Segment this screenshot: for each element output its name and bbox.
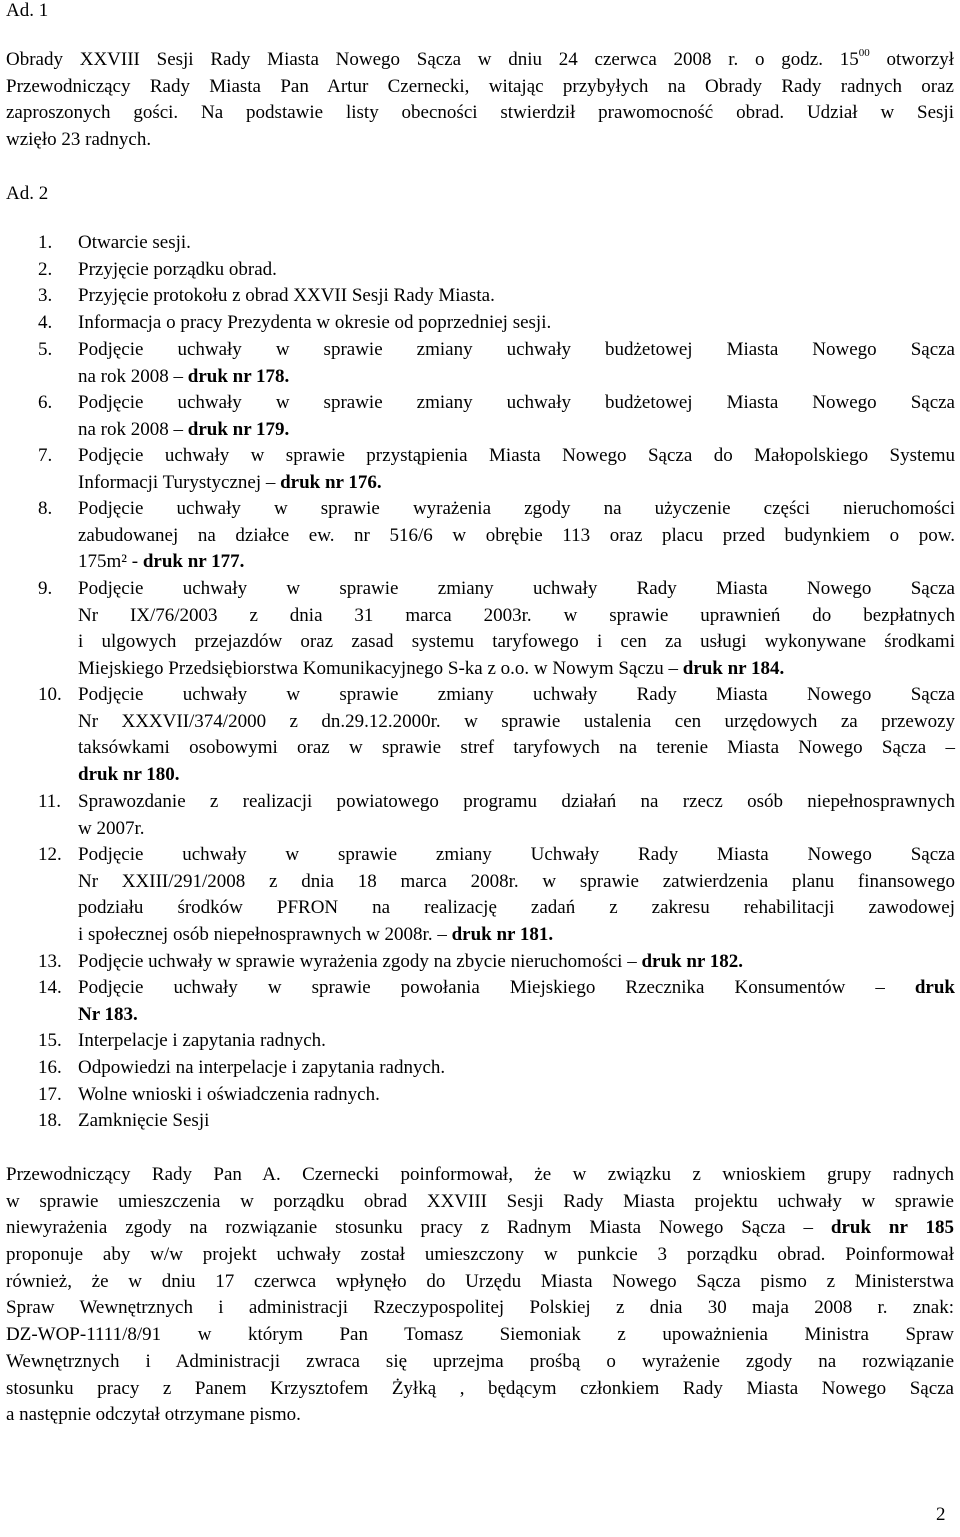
line-text: DZ-WOP-1111/8/91 w którym Pan Tomasz Siemoniak z upoważnienia Ministra Spraw [6,1324,954,1345]
line-text: Nr XXIII/291/2008 z dnia 18 marca 2008r. w sprawie zatwierdzenia planu finansowego [78,870,955,892]
line-text: podziału środków PFRON na realizację zadań z zakresu rehabilitacji zawodowej [78,897,955,918]
line-text: Podjęcie uchwały w sprawie przystąpienia Miasta Nowego Sącza do Małopolskiego Systemu [78,445,955,466]
closing-line [6,1376,954,1403]
closing-line [6,1215,954,1242]
closing-line [6,1295,954,1322]
agenda-item-number: 3. [38,285,53,306]
closing-line [6,1322,954,1349]
agenda-item-number: 7. [38,445,53,466]
line-text: Otwarcie sesji. [78,232,191,253]
agenda-item-number: 12. [38,844,62,865]
druk-reference: druk nr 177. [142,551,245,572]
intro-line-2: Przewodniczący Rady Miasta Pan Artur Czernecki, witając przybyłych na Obrady Rady radnych oraz [6,76,954,97]
line-text: Wewnętrznych i Administracji zwraca się uprzejma prośbą o wyrażenie zgody na rozwiązanie [6,1351,954,1372]
agenda-item-line [78,230,955,257]
agenda-item-number: 9. [38,578,53,599]
line-text: proponuje aby w/w projekt uchwały został umieszczony w punkcie 3 porządku obrad. Poinformował [6,1244,954,1265]
line-text: Podjęcie uchwały w sprawie wyrażenia zgody na użyczenie części nieruchomości [78,498,955,519]
agenda-item-line [78,549,955,576]
line-text: stosunku pracy z Panem Krzysztofem Żyłką , będącym członkiem Rady Miasta Nowego Sącza [6,1378,954,1399]
line-text: Miejskiego Przedsiębiorstwa Komunikacyjnego S-ka z o.o. w Nowym Sączu – [78,657,683,679]
closing-line [6,1242,954,1269]
line-text: Wolne wnioski i oświadczenia radnych. [78,1084,380,1105]
agenda-item-line [78,816,955,843]
line-text: Sprawozdanie z realizacji powiatowego programu działań na rzecz osób niepełnosprawnych [78,791,955,812]
agenda-item-line [78,523,955,550]
line-text: Nr XXXVII/374/2000 z dn.29.12.2000r. w sprawie ustalenia cen urzędowych za przewozy [78,710,955,732]
agenda-item-text [78,682,955,788]
agenda-item-line [78,364,955,391]
druk-reference: druk nr 179. [187,418,290,440]
agenda-item-number: 5. [38,339,53,360]
line-text: Przyjęcie protokołu z obrad XXVII Sesji Rady Miasta. [78,285,495,306]
agenda-item-line [78,789,955,816]
agenda-item-text [78,1028,955,1055]
agenda-item-line [78,656,955,683]
closing-line [6,1189,954,1216]
agenda-item-line [78,762,955,789]
agenda-item-text [78,337,955,390]
line-text: Podjęcie uchwały w sprawie zmiany uchwały Rady Miasta Nowego Sącza [78,684,955,705]
intro-line-3: zaproszonych gości. Na podstawie listy obecności stwierdził prawomocność obrad. Udział w Sesji [6,102,954,123]
druk-reference: druk nr 176. [280,471,382,493]
druk-reference: druk nr 180. [78,763,180,785]
closing-line [6,1162,954,1189]
agenda-item-number: 11. [38,791,62,812]
agenda-item-line [78,735,955,762]
line-text: Podjęcie uchwały w sprawie zmiany uchwały budżetowej Miasta Nowego Sącza [78,392,955,413]
line-text: Interpelacje i zapytania radnych. [78,1030,326,1051]
line-text: Podjęcie uchwały w sprawie zmiany Uchwały Rady Miasta Nowego Sącza [78,844,955,865]
agenda-item-line [78,709,955,736]
line-text: w sprawie umieszczenia w porządku obrad XXVIII Sesji Rady Miasta projektu uchwały w sprawie [6,1191,954,1212]
agenda-item-line [78,1108,955,1135]
agenda-item-line [78,975,955,1002]
agenda-item-line [78,390,955,417]
agenda-item-text [78,842,955,948]
line-text: na rok 2008 – [78,365,188,387]
line-text: w 2007r. [78,817,145,839]
agenda-item-line [78,417,955,444]
agenda-item-number: 10. [38,684,62,705]
agenda-item-text [78,1082,955,1109]
agenda-item-number: 2. [38,259,53,280]
agenda-item-line [78,682,955,709]
agenda-item-text [78,496,955,576]
agenda-item-line [78,283,955,310]
agenda-item-text [78,949,955,976]
agenda-item-line [78,842,955,869]
agenda-item-text [78,390,955,443]
agenda-item-number: 6. [38,392,53,413]
druk-reference: druk nr 185 [830,1217,954,1238]
agenda-item-text [78,257,955,284]
line-text: Podjęcie uchwały w sprawie zmiany uchwały budżetowej Miasta Nowego Sącza [78,339,955,360]
intro-line-1-text: Obrady XXVIII Sesji Rady Miasta Nowego Sącza w dniu 24 czerwca 2008 r. o godz. 15 [6,49,859,70]
agenda-item-line [78,949,955,976]
agenda-item-line [78,470,955,497]
line-text: na rok 2008 – [78,418,188,440]
ad2-heading: Ad. 2 [6,183,49,204]
agenda-item-text [78,975,955,1028]
line-text: zabudowanej na działce ew. nr 516/6 w obrębie 113 oraz placu przed budynkiem o pow. [78,524,955,546]
line-text: Informacji Turystycznej – [78,471,281,493]
druk-reference: Nr 183. [78,1003,138,1025]
intro-line-4: wzięło 23 radnych. [6,129,152,150]
agenda-item-line [78,922,955,949]
agenda-item-number: 17. [38,1084,62,1105]
agenda-item-number: 1. [38,232,53,253]
agenda-item-line [78,496,955,523]
line-text: Podjęcie uchwały w sprawie powołania Miejskiego Rzecznika Konsumentów – [78,977,915,998]
line-text: Odpowiedzi na interpelacje i zapytania radnych. [78,1057,446,1078]
line-text: a następnie odczytał otrzymane pismo. [6,1404,301,1425]
line-text: Podjęcie uchwały w sprawie zmiany uchwały Rady Miasta Nowego Sącza [78,578,955,599]
line-text: niewyrażenia zgody na rozwiązanie stosunku pracy z Radnym Miasta Nowego Sącza – [6,1217,831,1238]
line-text: i ulgowych przejazdów oraz zasad systemu taryfowego i cen za usługi wykonywane środkami [78,631,955,652]
closing-line [6,1402,954,1429]
agenda-item-number: 4. [38,312,53,333]
agenda-item-line [78,443,955,470]
agenda-item-number: 18. [38,1110,62,1131]
agenda-item-line [78,337,955,364]
line-text: Spraw Wewnętrznych i administracji Rzeczypospolitej Polskiej z dnia 30 maja 2008 r. znak: [6,1297,954,1318]
agenda-item-text [78,443,955,496]
druk-reference: druk nr 184. [682,657,785,679]
line-text: Nr IX/76/2003 z dnia 31 marca 2003r. w sprawie uprawnień do bezpłatnych [78,604,955,626]
line-text: Przewodniczący Rady Pan A. Czernecki poinformował, że w związku z wnioskiem grupy radnych [6,1164,954,1185]
agenda-item-line [78,576,955,603]
agenda-item-line [78,1082,955,1109]
line-text: Podjęcie uchwały w sprawie wyrażenia zgody na zbycie nieruchomości – [78,951,642,972]
agenda-item-number: 8. [38,498,53,519]
time-superscript: 00 [858,47,870,59]
druk-reference: druk nr 178. [187,365,290,387]
agenda-item-text [78,789,955,842]
agenda-item-line [78,310,955,337]
agenda-item-line [78,869,955,896]
agenda-item-text [78,576,955,682]
line-text: 175m² - [78,551,143,572]
agenda-item-text [78,283,955,310]
agenda-item-number: 14. [38,977,62,998]
closing-line [6,1269,954,1296]
line-text: również, że w dniu 17 czerwca wpłynęło do Urzędu Miasta Nowego Sącza pismo z Ministerstwa [6,1271,954,1292]
druk-reference: druk [914,977,955,998]
agenda-item-line [78,257,955,284]
druk-reference: druk nr 181. [451,923,554,945]
agenda-item-text [78,1055,955,1082]
agenda-item-text [78,1108,955,1135]
agenda-item-line [78,603,955,630]
line-text: Informacja o pracy Prezydenta w okresie od poprzedniej sesji. [78,312,552,333]
agenda-item-line [78,1028,955,1055]
agenda-item-line [78,629,955,656]
intro-line-1 [6,47,954,74]
ad1-heading: Ad. 1 [6,0,49,21]
agenda-item-line [78,895,955,922]
intro-line-1-end: otworzył [869,49,954,70]
agenda-item-text [78,230,955,257]
line-text: Zamknięcie Sesji [78,1110,210,1131]
agenda-item-number: 15. [38,1030,62,1051]
agenda-item-line [78,1002,955,1029]
agenda-item-line [78,1055,955,1082]
agenda-item-text [78,310,955,337]
closing-line [6,1349,954,1376]
agenda-item-number: 16. [38,1057,62,1078]
druk-reference: druk nr 182. [641,951,744,972]
line-text: Przyjęcie porządku obrad. [78,259,277,280]
page-number: 2 [936,1504,946,1525]
agenda-item-number: 13. [38,951,62,972]
line-text: taksówkami osobowymi oraz w sprawie stref taryfowych na terenie Miasta Nowego Sącza – [78,737,955,758]
line-text: i społecznej osób niepełnosprawnych w 2008r. – [78,923,452,945]
